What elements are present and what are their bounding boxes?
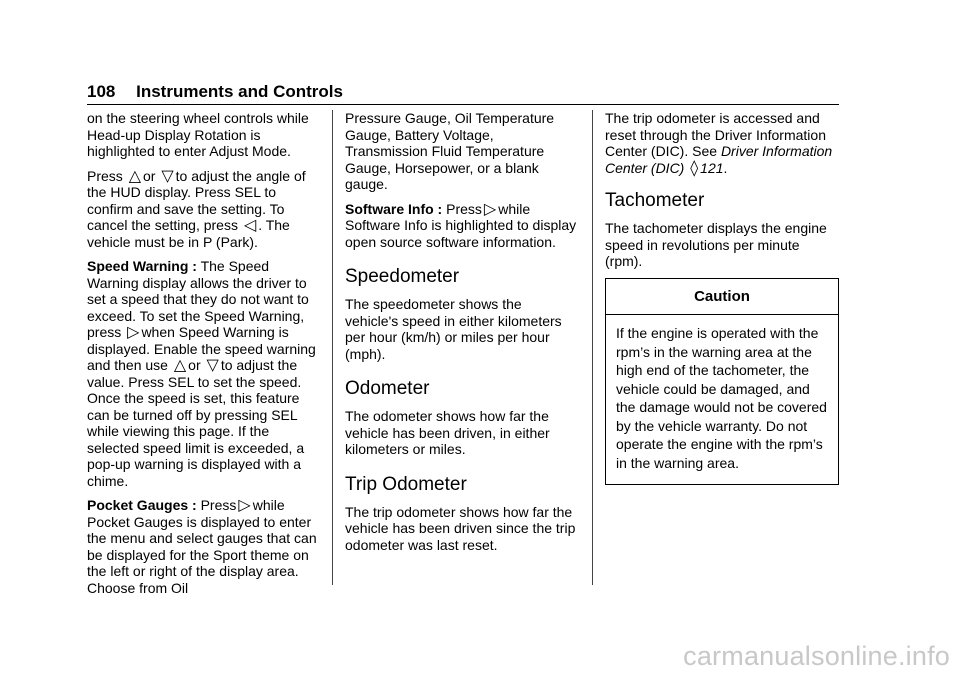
trip-odometer-text: The trip odometer shows how far the vehicle has been driven since the trip odometer was last reset. bbox=[345, 503, 576, 553]
page-number: 108 bbox=[87, 82, 116, 101]
section-title: Instruments and Controls bbox=[136, 82, 343, 101]
down-arrow-icon: ▽ bbox=[161, 165, 174, 185]
dic-reference-link[interactable]: Driver Information Center (DIC) bbox=[605, 143, 833, 176]
column-1 bbox=[87, 110, 323, 604]
header-rule bbox=[87, 104, 839, 105]
hud-angle-paragraph: Press △ or ▽ to adjust the angle of the HUD display. Press SEL to confirm and save the setting. To cancel the setting, press ◁ . The vehicle must be in P (Park). bbox=[87, 165, 306, 250]
software-info-paragraph: Software Info : Press ▷ while Software Info is highlighted to display open source software information. bbox=[345, 198, 577, 250]
gauge-list-text: Pressure Gauge, Oil Temperature Gauge, Battery Voltage, Transmission Fluid Temperature Gauge, Horsepower, or a blank gauge. bbox=[345, 110, 555, 192]
trip-odometer-heading: Trip Odometer bbox=[345, 473, 467, 495]
caution-text: If the engine is operated with the rpm’s in the warning area at the high end of the tachometer, the vehicle could be damaged, and the damage would not be covered by the vehicle warranty. Do not operate the engine with the rpm’s in the warning area. bbox=[616, 325, 827, 471]
left-arrow-icon: ◁ bbox=[243, 215, 257, 234]
right-arrow-icon: ▷ bbox=[127, 322, 140, 341]
right-arrow-icon: ▷ bbox=[238, 495, 251, 514]
watermark: carmanualsonline.info bbox=[683, 641, 950, 671]
speed-warning-paragraph: Speed Warning : The Speed Warning display allows the driver to set a speed that they do not want to exceed. To set the Speed Warning, press ▷ when Speed Warning is displayed. Enable the speed warning and then use △ or ▽ to adjust the value. Press SEL to set the speed. Once the speed is set, this feature can be turned off by pressing SEL while viewing this page. If the selected speed limit is exceeded, a pop-up warning is displayed with a chime. bbox=[87, 258, 316, 489]
pocket-gauges-label: Pocket Gauges : bbox=[87, 497, 197, 513]
column-3 bbox=[605, 110, 839, 485]
speedometer-heading: Speedometer bbox=[345, 266, 460, 287]
column-divider-right bbox=[592, 110, 593, 585]
column-divider-left bbox=[332, 110, 333, 585]
hud-adjust-text: on the steering wheel controls while Head-up Display Rotation is highlighted to enter Adjust Mode. bbox=[87, 110, 309, 159]
caution-title: Caution bbox=[606, 279, 838, 316]
caution-box bbox=[605, 278, 839, 486]
tachometer-text: The tachometer displays the engine speed in revolutions per minute (rpm). bbox=[605, 220, 827, 269]
software-info-label: Software Info : bbox=[345, 200, 443, 217]
page-header bbox=[87, 80, 839, 104]
page-reference-icon: ◊ bbox=[690, 157, 699, 177]
up-arrow-icon: △ bbox=[128, 165, 141, 185]
up-arrow-icon: △ bbox=[173, 355, 187, 374]
trip-reset-paragraph: The trip odometer is accessed and reset through the Driver Information Center (DIC). See Driver Information Center (DIC) ◊ 121. bbox=[605, 110, 833, 177]
down-arrow-icon: ▽ bbox=[206, 355, 219, 374]
dic-page-number: 121 bbox=[700, 159, 724, 176]
column-2 bbox=[345, 110, 577, 561]
pocket-gauges-paragraph: Pocket Gauges : Press ▷ while Pocket Gauges is displayed to enter the menu and select gauges that can be displayed for the Sport theme on the left or right of the display area. Choose from Oil bbox=[87, 495, 317, 596]
odometer-text: The odometer shows how far the vehicle has been driven, in either kilometers or miles. bbox=[345, 408, 550, 457]
odometer-heading: Odometer bbox=[345, 378, 430, 399]
speedometer-text: The speedometer shows the vehicle's speed in either kilometers per hour (km/h) or miles per hour (mph). bbox=[345, 296, 562, 362]
right-arrow-icon: ▷ bbox=[483, 198, 497, 218]
speed-warning-label: Speed Warning : bbox=[87, 258, 197, 274]
tachometer-heading: Tachometer bbox=[605, 190, 705, 211]
